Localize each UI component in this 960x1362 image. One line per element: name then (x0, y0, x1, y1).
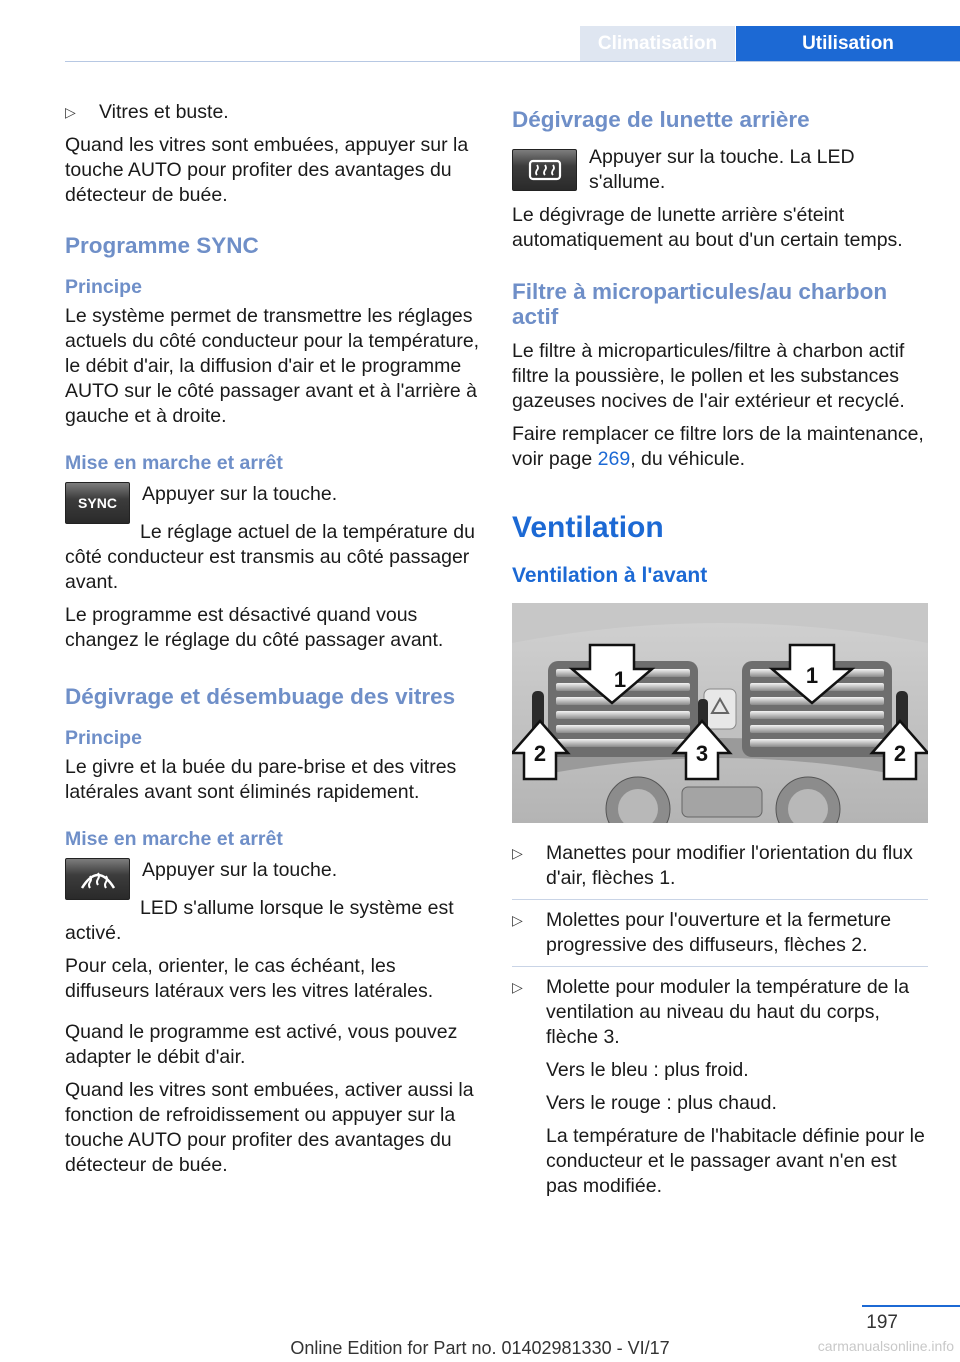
sync-button-icon (65, 482, 130, 524)
paragraph-fog: Quand les vitres sont embuées, appuyer sur la touche AUTO pour profiter des avantages du détecteur de buée. (65, 134, 469, 206)
photo-label-1-right: 1 (805, 663, 819, 688)
sync-button-label: SYNC (78, 494, 117, 511)
paragraph-defrost-principe: Le givre et la buée du pare-brise et des vitres latérales avant sont éliminés rapidement. (65, 756, 457, 803)
header-section-tab (580, 26, 735, 62)
rear-press: Appuyer sur la touche. La LED s'allume. (589, 146, 855, 193)
sync-button-row (65, 480, 483, 524)
bullet-text: Manettes pour modifier l'orientation du flux d'air, flèches 1. (546, 842, 913, 889)
left-column (65, 100, 483, 1186)
vent-red: Vers le rouge : plus chaud. (546, 1092, 777, 1114)
vent-photo (512, 603, 928, 823)
bullet-item (512, 975, 928, 1050)
paragraph-sync-principe: Le système permet de transmettre les réglages actuels du côté conducteur pour la température, le débit d'air, la diffusion d'air et le programme AUTO sur le côté passager avant et à l'arrière à gauche et à droite. (65, 305, 480, 427)
triangle-bullet-icon: ▷ (512, 979, 523, 995)
sync-transmit: Le réglage actuel de la température du côté conducteur est transmis au côté passager avant. (65, 521, 475, 593)
heading-front-ventilation: Ventilation à l'avant (512, 564, 708, 587)
right-column (512, 100, 928, 1207)
heading-filter: Filtre à microparticules/au charbon actif (512, 279, 888, 329)
page-number: 197 (866, 1312, 898, 1333)
filter-text: Le filtre à microparticules/filtre à charbon actif filtre la poussière, le pollen et les substances gazeuses nocives de l'air extérieur et recyclé. (512, 340, 905, 412)
heading-defrost-onoff: Mise en marche et arrêt (65, 828, 283, 850)
triangle-bullet-icon: ▷ (65, 104, 76, 120)
footer-rule (862, 1305, 960, 1307)
defrost-adapt: Quand le programme est activé, vous pouvez adapter le débit d'air. (65, 1021, 458, 1068)
watermark-text: carmanualsonline.info (817, 1338, 954, 1354)
defrost-cooling: Quand les vitres sont embuées, activer aussi la fonction de refroidissement ou appuyer sur la touche AUTO pour profiter des avantages du détecteur de buée. (65, 1079, 474, 1176)
defrost-press: Appuyer sur la touche. (142, 859, 338, 881)
defrost-button-row (65, 856, 483, 900)
header-chapter-label: Utilisation (802, 33, 894, 54)
rear-window-defrost-icon (512, 149, 577, 191)
bullet-text: Molette pour moduler la température de la ventilation au niveau du haut du corps, flèche 3. (546, 976, 910, 1048)
vent-blue: Vers le bleu : plus froid. (546, 1059, 749, 1081)
photo-label-1-left: 1 (613, 667, 627, 692)
dashboard-vents-illustration (512, 603, 928, 823)
sync-disabled: Le programme est désactivé quand vous changez le réglage du côté passager avant. (65, 604, 444, 651)
rear-auto-off: Le dégivrage de lunette arrière s'éteint automatiquement au bout d'un certain temps. (512, 204, 903, 251)
heading-sync-onoff: Mise en marche et arrêt (65, 452, 283, 474)
photo-label-2-left: 2 (533, 741, 547, 766)
bullet-divider (512, 966, 928, 967)
heading-defrost: Dégivrage et désembuage des vitres (65, 684, 456, 709)
triangle-bullet-icon: ▷ (512, 845, 523, 861)
heading-sync-principe: Principe (65, 276, 142, 298)
bullet-item (512, 908, 928, 958)
defrost-orient: Pour cela, orienter, le cas échéant, les diffuseurs latéraux vers les vitres latérales. (65, 955, 434, 1002)
windshield-defrost-icon-glyph (78, 866, 118, 892)
header-chapter-tab (736, 26, 960, 62)
heading-ventilation: Ventilation (512, 511, 664, 544)
heading-rear-defrost: Dégivrage de lunette arrière (512, 107, 810, 132)
sync-press: Appuyer sur la touche. (142, 483, 338, 505)
filter-replace-after: , du véhicule. (630, 448, 746, 470)
photo-label-2-right: 2 (893, 741, 907, 766)
edition-footer: Online Edition for Part no. 01402981330 - VI/17 (290, 1338, 670, 1358)
filter-replace (512, 422, 928, 472)
rear-defrost-row (512, 145, 928, 203)
bullet-item (512, 841, 928, 891)
page-link-269[interactable]: 269 (597, 448, 631, 470)
bullet-divider (512, 899, 928, 900)
bullet-text: Molettes pour l'ouverture et la fermeture progressive des diffuseurs, flèches 2. (546, 909, 892, 956)
triangle-bullet-icon: ▷ (512, 912, 523, 928)
header-section-label: Climatisation (597, 33, 718, 54)
heading-defrost-principe: Principe (65, 727, 142, 749)
vent-note: La température de l'habitacle définie pour le conducteur et le passager avant n'en est pas modifiée. (546, 1125, 925, 1197)
bullet-text: Vitres et buste. (99, 101, 229, 123)
heading-sync: Programme SYNC (65, 233, 259, 258)
rear-window-defrost-icon-glyph (525, 157, 565, 183)
bullet-item (65, 100, 483, 125)
defrost-led: LED s'allume lorsque le système est activé. (65, 897, 454, 944)
photo-label-3: 3 (695, 741, 709, 766)
filter-replace-before: Faire remplacer ce filtre lors de la maintenance, voir page (512, 423, 924, 470)
windshield-defrost-icon (65, 858, 130, 900)
header-rule (65, 61, 960, 62)
